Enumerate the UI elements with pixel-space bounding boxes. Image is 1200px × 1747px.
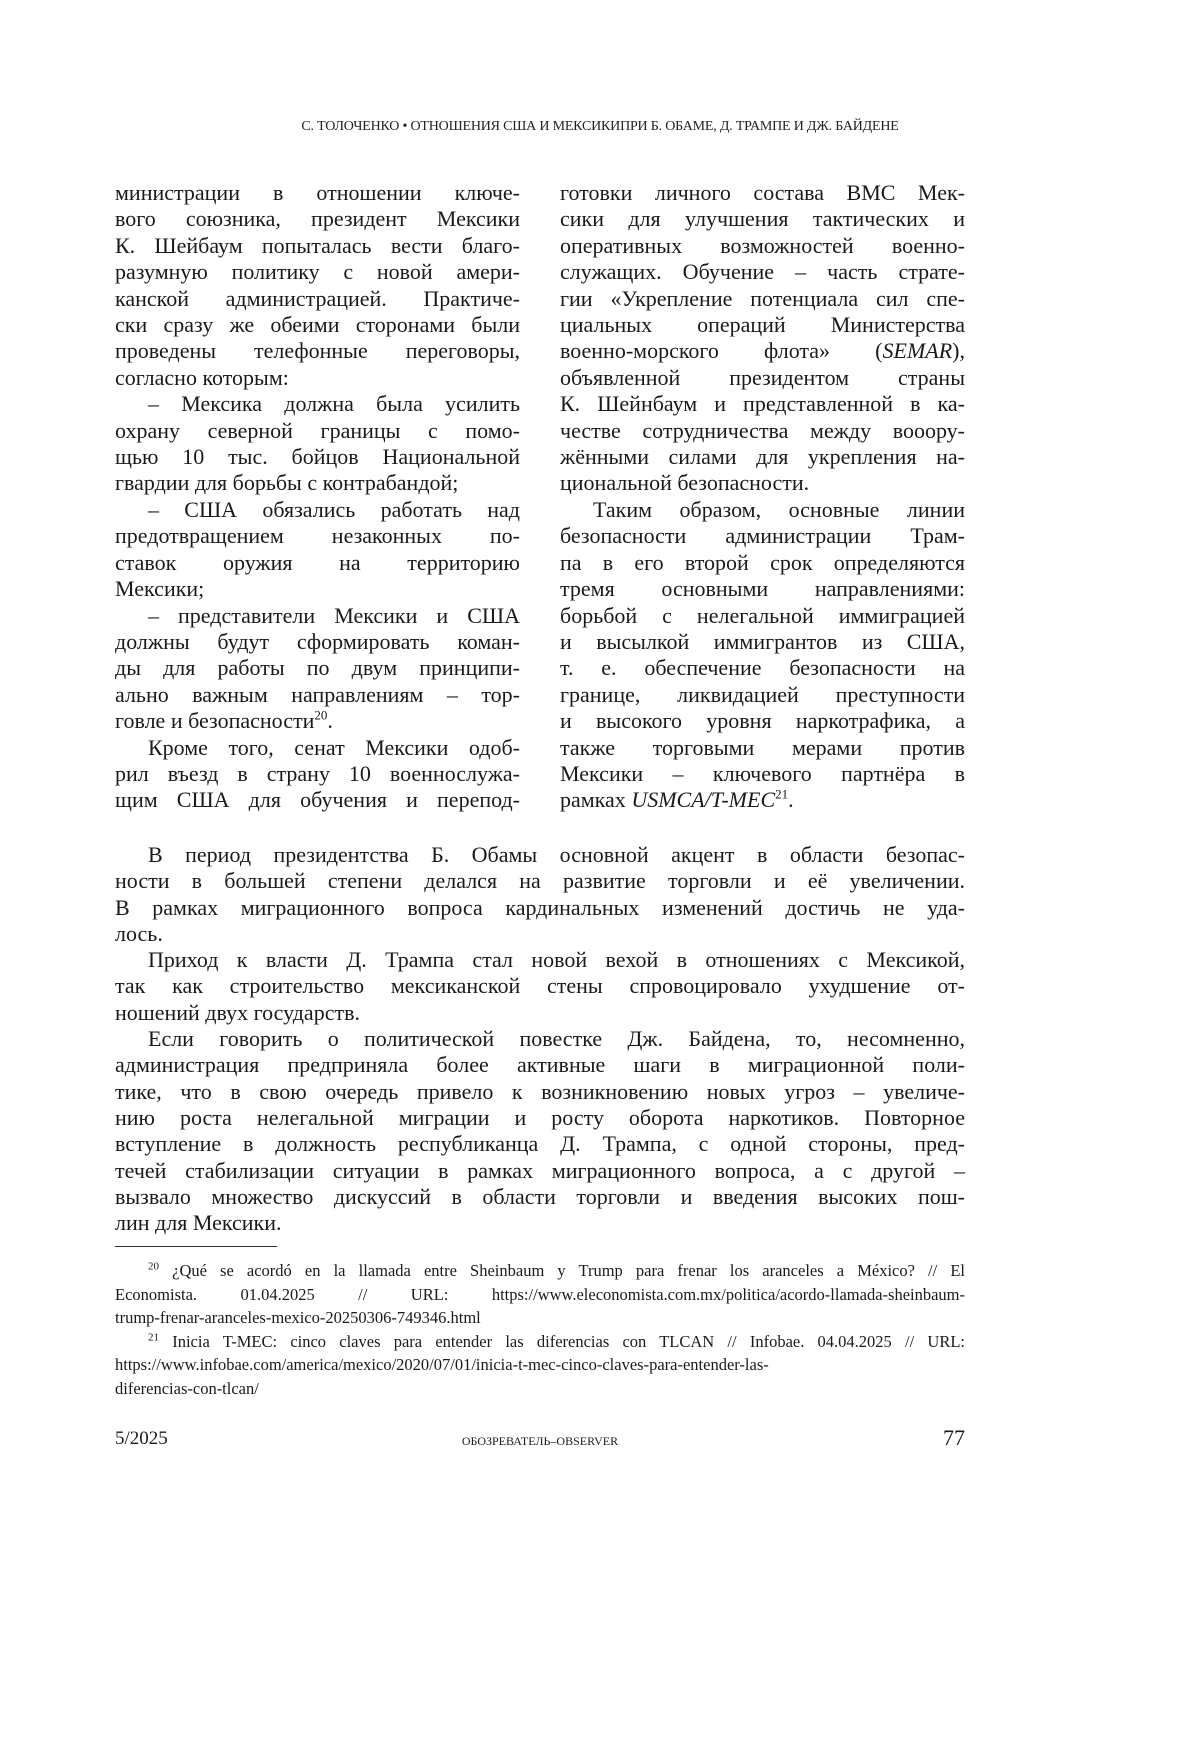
text-line: ношений двух государств.	[115, 1000, 965, 1026]
text-line: – Мексика должна была усилить	[115, 391, 520, 417]
paragraph	[115, 1330, 965, 1401]
text-line: Таким образом, основные линии	[560, 497, 965, 523]
text-line: честве сотрудничества между вооору-	[560, 418, 965, 444]
text-line: В рамках миграционного вопроса кардинальных изменений достичь не уда-	[115, 895, 965, 921]
text-segment: SEMAR	[883, 338, 953, 363]
paragraph	[115, 391, 520, 497]
text-line: циальных операций Министерства	[560, 312, 965, 338]
text-line: В период президентства Б. Обамы основной акцент в области безопас-	[115, 842, 965, 868]
text-segment: .	[788, 787, 794, 812]
text-line: нию роста нелегальной миграции и росту оборота наркотиков. Повторное	[115, 1105, 965, 1131]
text-line: предотвращением незаконных по-	[115, 523, 520, 549]
text-line: течей стабилизации ситуации в рамках миграционного вопроса, а с другой –	[115, 1158, 965, 1184]
text-line: сики для улучшения тактических и	[560, 206, 965, 232]
text-line	[115, 708, 520, 734]
text-line: – представители Мексики и США	[115, 603, 520, 629]
text-line: готовки личного состава ВМС Мек-	[560, 180, 965, 206]
text-line: К. Шейбаум попыталась вести благо-	[115, 233, 520, 259]
paragraph	[115, 1259, 965, 1330]
text-line: также торговыми мерами против	[560, 735, 965, 761]
footnote-ref: 21	[775, 787, 788, 802]
text-line: вступление в должность республиканца Д. Трампа, с одной стороны, пред-	[115, 1131, 965, 1157]
text-line: объявленной президентом страны	[560, 365, 965, 391]
right-column	[560, 180, 965, 814]
issue-number: 5/2025	[115, 1428, 168, 1450]
text-line: ставок оружия на территорию	[115, 550, 520, 576]
text-line: разумную политику с новой амери-	[115, 259, 520, 285]
text-line: лось.	[115, 921, 965, 947]
text-line: безопасности администрации Трам-	[560, 523, 965, 549]
text-line: границе, ликвидацией преступности	[560, 682, 965, 708]
text-line: циональной безопасности.	[560, 470, 965, 496]
text-line	[560, 338, 965, 364]
text-line: ально важным направлениям – тор-	[115, 682, 520, 708]
full-width-text	[115, 842, 965, 1236]
text-line: борьбой с нелегальной иммиграцией	[560, 603, 965, 629]
paragraph	[115, 1026, 965, 1236]
text-line: так как строительство мексиканской стены спровоцировало ухудшение от-	[115, 973, 965, 999]
text-line: лин для Мексики.	[115, 1210, 965, 1236]
paragraph	[115, 947, 965, 1026]
footnotes	[115, 1259, 965, 1401]
text-line: рил въезд в страну 10 военнослужа-	[115, 761, 520, 787]
text-segment: говле и безопасности	[115, 708, 314, 733]
paragraph	[115, 603, 520, 735]
text-line: гвардии для борьбы с контрабандой;	[115, 470, 520, 496]
text-line	[115, 1259, 965, 1283]
text-line: тике, что в свою очередь привело к возникновению новых угроз – увеличе-	[115, 1079, 965, 1105]
running-header: С. ТОЛОЧЕНКО • ОТНОШЕНИЯ США И МЕКСИКИПРИ Б. ОБАМЕ, Д. ТРАМПЕ И ДЖ. БАЙДЕНЕ	[0, 119, 1200, 135]
text-segment: рамках	[560, 787, 631, 812]
page-number: 77	[943, 1425, 965, 1451]
text-line: щью 10 тыс. бойцов Национальной	[115, 444, 520, 470]
text-segment: USMCA/T-MEC	[631, 787, 775, 812]
text-line: администрация предприняла более активные шаги в миграционной поли-	[115, 1052, 965, 1078]
footnote-ref: 21	[148, 1331, 159, 1343]
text-line: Кроме того, сенат Мексики одоб-	[115, 735, 520, 761]
text-line: Economista. 01.04.2025 // URL: https://www.eleconomista.com.mx/politica/acordo-llamada-sheinbaum-	[115, 1283, 965, 1307]
text-line: ски сразу же обеими сторонами были	[115, 312, 520, 338]
paragraph	[115, 842, 965, 947]
text-line: и высокого уровня наркотрафика, а	[560, 708, 965, 734]
text-line: diferencias-con-tlcan/	[115, 1377, 965, 1401]
text-line	[115, 1330, 965, 1354]
left-column	[115, 180, 520, 814]
text-line: щим США для обучения и перепод-	[115, 787, 520, 813]
text-line: тремя основными направлениями:	[560, 576, 965, 602]
text-segment: военно-морского флота» (	[560, 338, 883, 363]
text-line: вызвало множество дискуссий в области торговли и введения высоких пош-	[115, 1184, 965, 1210]
paragraph	[115, 735, 520, 814]
text-line: К. Шейнбаум и представленной в ка-	[560, 391, 965, 417]
text-line: министрации в отношении ключе-	[115, 180, 520, 206]
text-segment: Inicia T-MEC: cinco claves para entender las diferencias con TLCAN // Infobae. 04.04.2025 // URL:	[159, 1332, 965, 1351]
text-line: оперативных возможностей военно-	[560, 233, 965, 259]
text-line: согласно которым:	[115, 365, 520, 391]
text-segment: ¿Qué se acordó en la llamada entre Sheinbaum y Trump para frenar los aranceles a México? // El	[159, 1261, 965, 1280]
text-line: ности в большей степени делался на развитие торговли и её увеличении.	[115, 868, 965, 894]
text-line: trump-frenar-aranceles-mexico-20250306-749346.html	[115, 1306, 965, 1330]
text-line: па в его второй срок определяются	[560, 550, 965, 576]
paragraph	[560, 180, 965, 497]
text-segment: ),	[952, 338, 965, 363]
text-line: – США обязались работать над	[115, 497, 520, 523]
paragraph	[115, 180, 520, 391]
text-line: Мексики;	[115, 576, 520, 602]
paragraph	[560, 497, 965, 814]
journal-name: ОБОЗРЕВАТЕЛЬ–OBSERVER	[0, 1434, 1080, 1449]
text-line: Если говорить о политической повестке Дж. Байдена, то, несомненно,	[115, 1026, 965, 1052]
text-line: и высылкой иммигрантов из США,	[560, 629, 965, 655]
text-line	[560, 787, 965, 813]
text-line: Приход к власти Д. Трампа стал новой вехой в отношениях с Мексикой,	[115, 947, 965, 973]
text-line: канской администрацией. Практиче-	[115, 286, 520, 312]
text-line: вого союзника, президент Мексики	[115, 206, 520, 232]
text-line: т. е. обеспечение безопасности на	[560, 655, 965, 681]
text-line: жёнными силами для укрепления на-	[560, 444, 965, 470]
text-segment: .	[327, 708, 333, 733]
text-line: ды для работы по двум принципи-	[115, 655, 520, 681]
text-line: охрану северной границы с помо-	[115, 418, 520, 444]
paragraph	[115, 497, 520, 603]
text-line: https://www.infobae.com/america/mexico/2020/07/01/inicia-t-mec-cinco-claves-para-entender-las-	[115, 1353, 965, 1377]
text-line: проведены телефонные переговоры,	[115, 338, 520, 364]
footnote-divider	[115, 1246, 277, 1247]
text-line: служащих. Обучение – часть страте-	[560, 259, 965, 285]
text-line: Мексики – ключевого партнёра в	[560, 761, 965, 787]
text-line: должны будут сформировать коман-	[115, 629, 520, 655]
footnote-ref: 20	[314, 708, 327, 723]
footnote-ref: 20	[148, 1261, 159, 1273]
text-line: гии «Укрепление потенциала сил спе-	[560, 286, 965, 312]
